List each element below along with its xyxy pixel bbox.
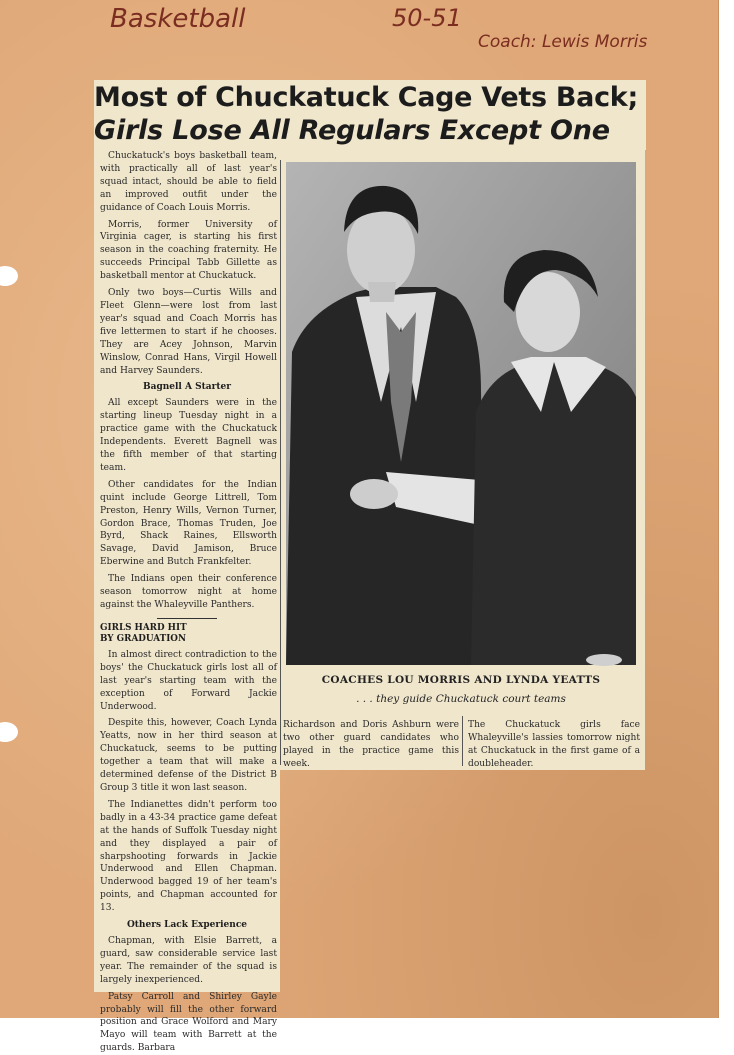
article-subhead: BY GRADUATION xyxy=(100,633,187,644)
photo-subcaption: . . . they guide Chuckatuck court teams xyxy=(356,693,566,705)
headline-line-2: Girls Lose All Regulars Except One xyxy=(94,115,610,146)
column-divider xyxy=(280,160,281,765)
handwritten-coach: Coach: Lewis Morris xyxy=(478,32,648,52)
punch-hole xyxy=(0,722,18,742)
article-paragraph: Patsy Carroll and Shirley Gayle probably will fill the other forward position and Grace Wolford and Mary Mayo will team with Barrett at the guards. Barbara xyxy=(100,991,277,1054)
continuation-column-2: The Chuckatuck girls face Whaleyville's lassies tomorrow night at Chuckatuck in the first game of a doubleheader. xyxy=(468,720,640,769)
headline-block xyxy=(94,80,646,150)
punch-hole xyxy=(0,266,18,286)
article-paragraph: Other candidates for the Indian quint include George Littrell, Tom Preston, Henry Wills, Vernon Turner, Gordon Brace, Thomas Truden, Joe Byrd, Shack Raines, Ellsworth Savage, David Jamison, Bruce Eberwine and Butch Frankfelter. xyxy=(100,479,277,568)
article-subhead: Bagnell A Starter xyxy=(143,382,231,393)
column-divider xyxy=(462,716,463,766)
article-paragraph: Morris, former University of Virginia cager, is starting his first season in the coaching fraternity. He succeeds Principal Tabb Gillette as basketball mentor at Chuckatuck. xyxy=(100,219,277,282)
section-rule xyxy=(157,618,217,619)
article-paragraph: All except Saunders were in the starting lineup Tuesday night in a practice game with the Chuckatuck Independents. Everett Bagnell was the fifth member of that starting team. xyxy=(100,398,277,473)
article-paragraph: Despite this, however, Coach Lynda Yeatts, now in her third season at Chuckatuck, seems to be putting together a team that will make a determined defense of the District B Group 3 title it won last season. xyxy=(100,718,277,793)
handwritten-season: 50-51 xyxy=(392,4,462,32)
article-paragraph: In almost direct contradiction to the boys' the Chuckatuck girls lost all of last year's starting team with the exception of Forward Jackie Underwood. xyxy=(100,649,277,712)
article-paragraph: Only two boys—Curtis Wills and Fleet Glenn—were lost from last year's squad and Coach Morris has five lettermen to start if he chooses. They are Acey Johnson, Marvin Winslow, Conrad Hans, Virgil Howell and Harvey Saunders. xyxy=(100,288,277,376)
article-subhead: GIRLS HARD HIT xyxy=(100,622,187,633)
article-subhead: Others Lack Experience xyxy=(126,920,248,931)
article-paragraph: The Indians open their conference season tomorrow night at home against the Whaleyville Panthers. xyxy=(100,574,277,610)
continuation-column-1: Richardson and Doris Ashburn were two other guard candidates who played in the practice game this week. xyxy=(283,720,459,769)
article-paragraph: Chapman, with Elsie Barrett, a guard, saw considerable service last year. The remainder of the squad is largely inexperienced. xyxy=(100,936,277,985)
coaches-photo xyxy=(286,162,636,665)
photo-caption: COACHES LOU MORRIS AND LYNDA YEATTS xyxy=(321,674,601,686)
article-paragraph: Chuckatuck's boys basketball team, with practically all of last year's squad intact, should be able to field an improved outfit under the guidance of Coach Louis Morris. xyxy=(100,151,277,213)
article-paragraph: The Indianettes didn't perform too badly in a 43-34 practice game defeat at the hands of Suffolk Tuesday night and they displayed a pair of sharpshooting forwards in Jackie Underwood and Ellen Chapman. Underwood bagged 19 of her team's points, and Chapman accounted for 13. xyxy=(100,799,277,914)
handwritten-sport: Basketball xyxy=(110,4,246,34)
headline-line-1: Most of Chuckatuck Cage Vets Back; xyxy=(94,82,638,113)
article-column xyxy=(94,150,280,1054)
photo-subcaption-text: they guide Chuckatuck court teams xyxy=(376,693,566,705)
